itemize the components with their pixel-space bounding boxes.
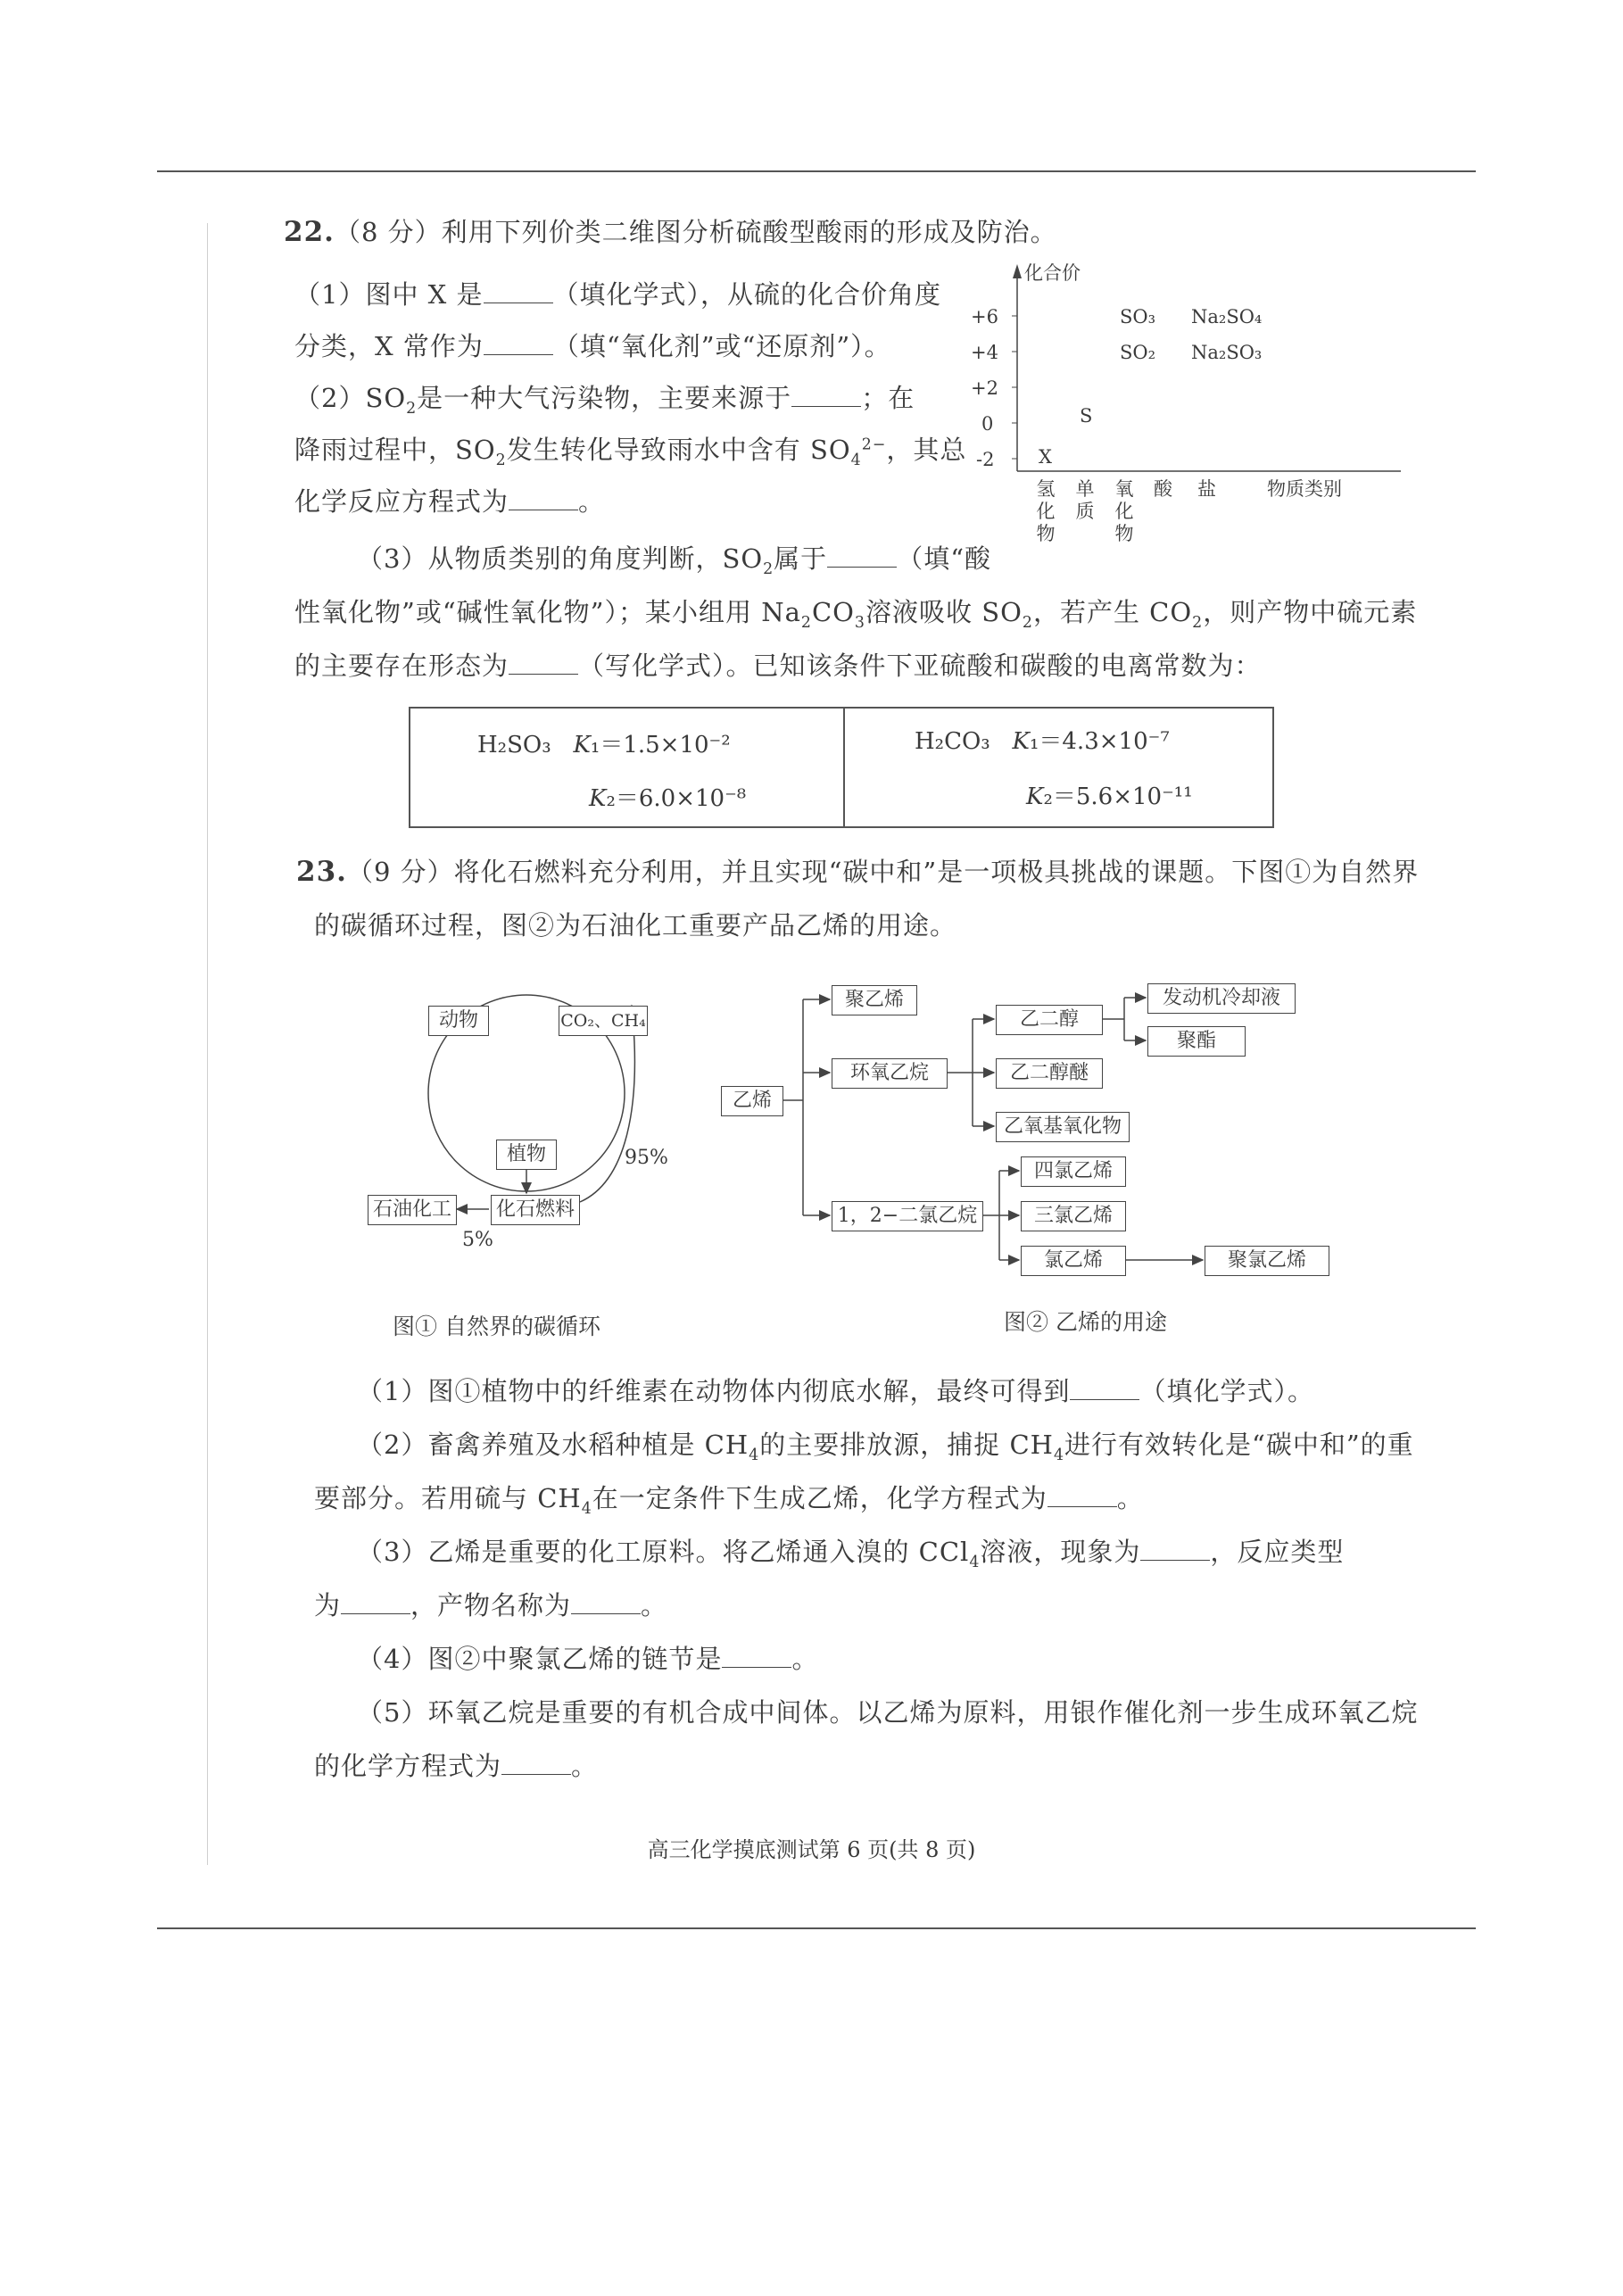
text: 的主要存在形态为 bbox=[294, 651, 509, 681]
text: ，其总 bbox=[886, 435, 967, 465]
q23-p5-line2 bbox=[314, 1746, 598, 1786]
h2so3-k1 bbox=[477, 726, 731, 759]
text: （填化学式），从硫的化合价角度 bbox=[552, 279, 942, 310]
text: （5）环氧乙烷是重要的有机合成中间体。以乙烯为原料，用银作催化剂一步生成环氧乙烷 bbox=[357, 1697, 1419, 1728]
text: 进行有效转化是“碳中和”的重 bbox=[1064, 1430, 1414, 1460]
q23-intro-line1 bbox=[296, 852, 1419, 891]
text: （写化学式）。已知该条件下亚硫酸和碳酸的电离常数为： bbox=[578, 651, 1262, 681]
text: ；在 bbox=[861, 383, 915, 413]
label-5-percent: 5% bbox=[462, 1229, 493, 1251]
subscript: 3 bbox=[854, 613, 865, 632]
text: 的化学方程式为 bbox=[314, 1751, 502, 1781]
h2so3-k2 bbox=[589, 780, 746, 813]
text: 。 bbox=[571, 1751, 599, 1781]
subscript: 2 bbox=[1192, 613, 1204, 632]
node-petrochemical: 石油化工 bbox=[368, 1195, 457, 1225]
answer-blank[interactable] bbox=[484, 279, 553, 303]
text: （1）图中 X 是 bbox=[294, 279, 484, 310]
answer-blank[interactable] bbox=[1140, 1537, 1210, 1561]
node-polyethylene: 聚乙烯 bbox=[832, 985, 917, 1015]
text: （填化学式）。 bbox=[1139, 1376, 1314, 1406]
fig2-caption: 图② 乙烯的用途 bbox=[1004, 1309, 1167, 1335]
text: 化学反应方程式为 bbox=[294, 486, 509, 517]
answer-blank[interactable] bbox=[1047, 1483, 1117, 1507]
answer-blank[interactable] bbox=[1070, 1376, 1139, 1400]
q23-p2-line1 bbox=[357, 1425, 1414, 1464]
text: 的碳循环过程，图②为石油化工重要产品乙烯的用途。 bbox=[314, 910, 957, 941]
q22-p2-line2 bbox=[294, 430, 966, 469]
h2co3-k1 bbox=[915, 723, 1170, 756]
q22-intro bbox=[284, 212, 1057, 252]
q22-p3-line2 bbox=[294, 593, 1417, 632]
q22-p1-line1 bbox=[294, 275, 941, 314]
answer-blank[interactable] bbox=[791, 383, 861, 407]
table-divider bbox=[843, 709, 845, 826]
k-symbol: K bbox=[1026, 783, 1044, 810]
subscript: 2 bbox=[800, 613, 812, 632]
text: 。 bbox=[1116, 1483, 1144, 1513]
text: ₁＝4.3×10⁻⁷ bbox=[1029, 728, 1170, 755]
node-co2-ch4: CO₂、CH₄ bbox=[559, 1006, 648, 1036]
y-axis-title: 化合价 bbox=[1024, 262, 1081, 284]
ionization-constants-table bbox=[409, 707, 1274, 828]
text: 。 bbox=[791, 1644, 819, 1674]
subscript: 4 bbox=[749, 1446, 760, 1464]
q23-p5-line1 bbox=[357, 1693, 1418, 1732]
node-fossil-fuel: 化石燃料 bbox=[491, 1195, 580, 1225]
answer-blank[interactable] bbox=[501, 1751, 571, 1775]
text: ，若产生 CO bbox=[1032, 597, 1193, 627]
q23-p4 bbox=[357, 1639, 818, 1678]
x-category-label: 酸 bbox=[1154, 478, 1172, 500]
k-symbol: K bbox=[573, 732, 591, 758]
node-ethoxylate: 乙氧基氧化物 bbox=[996, 1112, 1130, 1142]
text: 。 bbox=[641, 1590, 668, 1620]
q23-intro-line2 bbox=[314, 906, 956, 945]
binding-margin-line bbox=[207, 223, 208, 1865]
y-tick-label: +6 bbox=[971, 306, 998, 327]
q22-p1-line2 bbox=[294, 327, 891, 366]
text: ，则产物中硫元素 bbox=[1203, 597, 1418, 627]
text: ₂＝5.6×10⁻¹¹ bbox=[1043, 783, 1193, 810]
q23-number: 23. bbox=[296, 856, 347, 888]
answer-blank[interactable] bbox=[509, 486, 578, 510]
node-tetrachloroethylene: 四氯乙烯 bbox=[1021, 1156, 1126, 1187]
x-axis-title: 物质类别 bbox=[1267, 478, 1342, 500]
text: 的主要排放源，捕捉 CH bbox=[759, 1430, 1054, 1460]
point-na2so4: Na₂SO₄ bbox=[1191, 306, 1263, 327]
text: （填“氧化剂”或“还原剂”）。 bbox=[552, 331, 891, 361]
q23-p3-line1 bbox=[357, 1532, 1344, 1571]
text: （9 分）将化石燃料充分利用，并且实现“碳中和”是一项极具挑战的课题。下图①为自然界 bbox=[346, 857, 1420, 887]
y-tick-label: 0 bbox=[981, 413, 994, 435]
node-plant: 植物 bbox=[496, 1140, 557, 1170]
q23-p1 bbox=[357, 1372, 1314, 1411]
subscript: 2 bbox=[763, 559, 774, 578]
answer-blank[interactable] bbox=[484, 331, 553, 355]
y-tick-label: +2 bbox=[971, 377, 998, 399]
text: 分类，X 常作为 bbox=[294, 331, 484, 361]
q22-p2-line1 bbox=[294, 378, 915, 418]
x-category-label: 氧化物 bbox=[1114, 478, 1134, 544]
q22-p3-line3 bbox=[294, 646, 1262, 685]
node-engine-coolant: 发动机冷却液 bbox=[1147, 983, 1296, 1014]
node-trichloroethylene: 三氯乙烯 bbox=[1021, 1201, 1126, 1231]
text: （4）图②中聚氯乙烯的链节是 bbox=[357, 1644, 723, 1674]
text: 溶液，现象为 bbox=[980, 1537, 1141, 1567]
text: ，产物名称为 bbox=[410, 1590, 572, 1620]
text: （3）从物质类别的角度判断，SO bbox=[357, 543, 764, 574]
text: H₂CO₃ bbox=[915, 728, 990, 755]
text: 发生转化导致雨水中含有 SO bbox=[506, 435, 851, 465]
text: H₂SO₃ bbox=[477, 732, 551, 758]
text: （填“酸 bbox=[897, 543, 992, 574]
subscript: 4 bbox=[581, 1499, 592, 1518]
text: 为 bbox=[314, 1590, 342, 1620]
x-category-label: 盐 bbox=[1197, 478, 1216, 500]
h2co3-k2 bbox=[1026, 778, 1193, 811]
text: 性氧化物”或“碱性氧化物”）；某小组用 Na bbox=[294, 597, 801, 627]
text: 属于 bbox=[774, 543, 828, 574]
q22-intro-text: （8 分）利用下列价类二维图分析硫酸型酸雨的形成及防治。 bbox=[334, 217, 1057, 247]
chart-axes bbox=[964, 259, 1410, 562]
answer-blank[interactable] bbox=[341, 1590, 410, 1614]
valence-class-chart bbox=[964, 259, 1410, 562]
k-symbol: K bbox=[1012, 728, 1030, 755]
subscript: 2 bbox=[1022, 613, 1033, 632]
text: 要部分。若用硫与 CH bbox=[314, 1483, 582, 1513]
node-epoxy-ethane: 环氧乙烷 bbox=[832, 1058, 948, 1089]
subscript: 4 bbox=[1053, 1446, 1065, 1464]
q23-p3-line2 bbox=[314, 1586, 667, 1625]
node-animal: 动物 bbox=[428, 1006, 489, 1036]
q22-number: 22. bbox=[284, 216, 335, 248]
text: 。 bbox=[578, 486, 606, 517]
node-glycol-ether: 乙二醇醚 bbox=[996, 1058, 1103, 1089]
y-axis-arrow bbox=[1013, 264, 1022, 278]
q22-p2-line3 bbox=[294, 482, 605, 521]
text: ₂＝6.0×10⁻⁸ bbox=[606, 785, 747, 812]
text: 溶液吸收 SO bbox=[865, 597, 1023, 627]
figure-carbon-cycle bbox=[357, 968, 678, 1263]
point-so3: SO₃ bbox=[1120, 306, 1156, 327]
text: CO bbox=[811, 597, 855, 627]
node-glycol: 乙二醇 bbox=[996, 1005, 1103, 1035]
point-so2: SO₂ bbox=[1120, 342, 1156, 363]
top-rule bbox=[157, 170, 1476, 172]
y-tick-label: +4 bbox=[971, 342, 998, 363]
text: 在一定条件下生成乙烯，化学方程式为 bbox=[592, 1483, 1047, 1513]
answer-blank[interactable] bbox=[509, 651, 578, 675]
x-category-label: 氢化物 bbox=[1036, 478, 1056, 544]
superscript: 2− bbox=[861, 435, 887, 454]
node-ethylene: 乙烯 bbox=[721, 1086, 783, 1116]
point-x: X bbox=[1039, 446, 1052, 468]
page-footer: 高三化学摸底测试第 6 页(共 8 页) bbox=[647, 1837, 976, 1862]
subscript: 2 bbox=[406, 399, 418, 418]
x-category-label: 单质 bbox=[1075, 478, 1095, 522]
text: 降雨过程中，SO bbox=[294, 435, 496, 465]
point-s: S bbox=[1080, 405, 1093, 427]
point-na2so3: Na₂SO₃ bbox=[1191, 342, 1263, 363]
subscript: 2 bbox=[495, 451, 507, 469]
text: （2）SO bbox=[294, 383, 407, 413]
k-symbol: K bbox=[589, 785, 607, 812]
answer-blank[interactable] bbox=[722, 1644, 791, 1668]
text: （1）图①植物中的纤维素在动物体内彻底水解，最终可得到 bbox=[357, 1376, 1071, 1406]
text: （3）乙烯是重要的化工原料。将乙烯通入溴的 CCl bbox=[357, 1537, 970, 1567]
answer-blank[interactable] bbox=[571, 1590, 641, 1614]
y-tick-label: -2 bbox=[976, 449, 995, 470]
answer-blank[interactable] bbox=[827, 543, 897, 568]
bottom-rule bbox=[157, 1927, 1476, 1929]
text: ₁＝1.5×10⁻² bbox=[590, 732, 731, 758]
node-pvc: 聚氯乙烯 bbox=[1205, 1246, 1329, 1276]
subscript: 4 bbox=[850, 451, 862, 469]
node-vinyl-chloride: 氯乙烯 bbox=[1021, 1246, 1126, 1276]
node-dichloroethane: 1，2−二氯乙烷 bbox=[832, 1201, 983, 1231]
q23-p2-line2 bbox=[314, 1479, 1144, 1518]
text: ，反应类型 bbox=[1210, 1537, 1345, 1567]
subscript: 4 bbox=[969, 1553, 981, 1571]
q22-p3-line1 bbox=[357, 539, 991, 578]
node-polyester: 聚酯 bbox=[1147, 1026, 1246, 1057]
label-95-percent: 95% bbox=[625, 1147, 668, 1169]
text: 是一种大气污染物，主要来源于 bbox=[417, 383, 792, 413]
text: （2）畜禽养殖及水稻种植是 CH bbox=[357, 1430, 749, 1460]
figure-ethylene-uses bbox=[714, 973, 1428, 1285]
fig1-caption: 图① 自然界的碳循环 bbox=[393, 1314, 600, 1339]
